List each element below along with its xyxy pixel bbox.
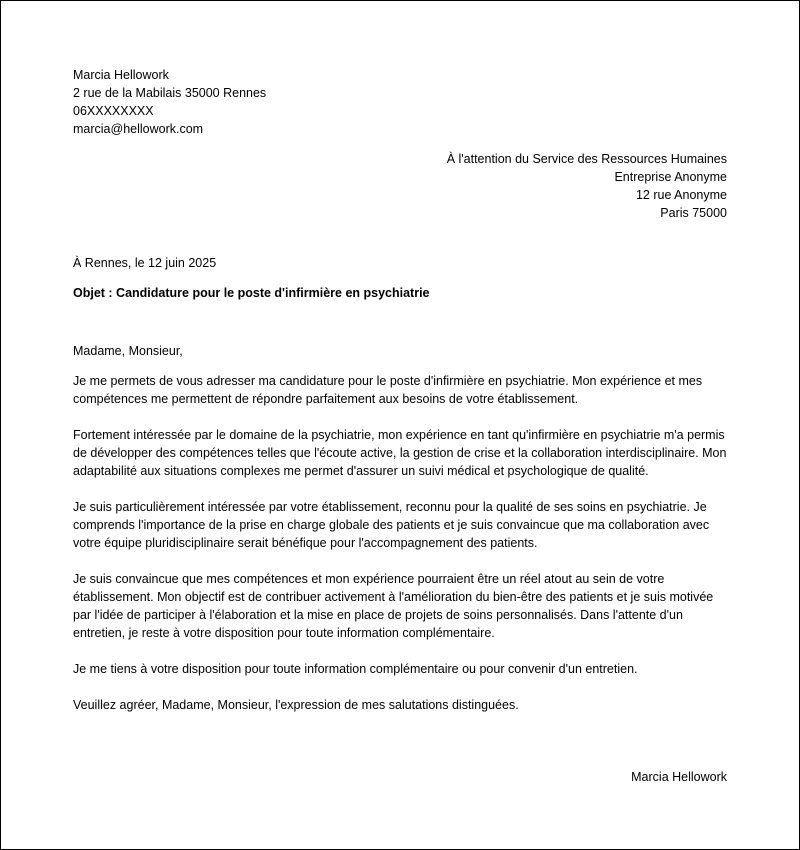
recipient-street: 12 rue Anonyme (635, 188, 727, 202)
sender-block (73, 66, 266, 138)
recipient-company: Entreprise Anonyme (614, 170, 727, 184)
sender-address: 2 rue de la Mabilais 35000 Rennes (73, 86, 267, 100)
greeting: Madame, Monsieur, (73, 344, 183, 358)
subject-line: Objet : Candidature pour le poste d'infirmière en psychiatrie (73, 286, 430, 300)
sender-name: Marcia Hellowork (73, 68, 169, 82)
closing-paragraph: Veuillez agréer, Madame, Monsieur, l'expression de mes salutations distinguées. (73, 698, 519, 712)
recipient-attention: À l'attention du Service des Ressources Humaines (446, 152, 727, 166)
body-paragraph: Je suis particulièrement intéressée par votre établissement, reconnu pour la qualité de ses soins en psychiatrie. Je comprends l'importance de la prise en charge globale des patients et je suis convaincue que ma collaboration avec votre équipe pluridisciplinaire serait bénéfique pour l'accompagnement des patients. (73, 500, 710, 550)
signature: Marcia Hellowork (631, 770, 727, 784)
sender-email: marcia@hellowork.com (73, 122, 204, 136)
date-line: À Rennes, le 12 juin 2025 (73, 256, 217, 270)
sender-phone: 06XXXXXXXX (73, 104, 154, 118)
letter-body (73, 372, 729, 732)
body-paragraph: Fortement intéressée par le domaine de la psychiatrie, mon expérience en tant qu'infirmière en psychiatrie m'a permis de développer des compétences telles que l'écoute active, la gestion de crise et la collaboration interdisciplinaire. Mon adaptabilité aux situations complexes me permet d'assurer un suivi médical et psychologique de qualité. (73, 428, 727, 478)
body-paragraph: Je me permets de vous adresser ma candidature pour le poste d'infirmière en psychiatrie. Mon expérience et mes compétences me permettent de répondre parfaitement aux besoins de votre établissement. (73, 374, 703, 406)
recipient-block (447, 150, 727, 222)
body-paragraph: Je suis convaincue que mes compétences et mon expérience pourraient être un réel atout au sein de votre établissement. Mon objectif est de contribuer activement à l'amélioration du bien-être des patients et je suis motivée par l'idée de participer à l'élaboration et la mise en place de projets de soins personnalisés. Dans l'attente d'un entretien, je reste à votre disposition pour toute information complémentaire. (73, 572, 714, 640)
body-paragraph: Je me tiens à votre disposition pour toute information complémentaire ou pour convenir d'un entretien. (73, 662, 638, 676)
recipient-city: Paris 75000 (660, 206, 727, 220)
